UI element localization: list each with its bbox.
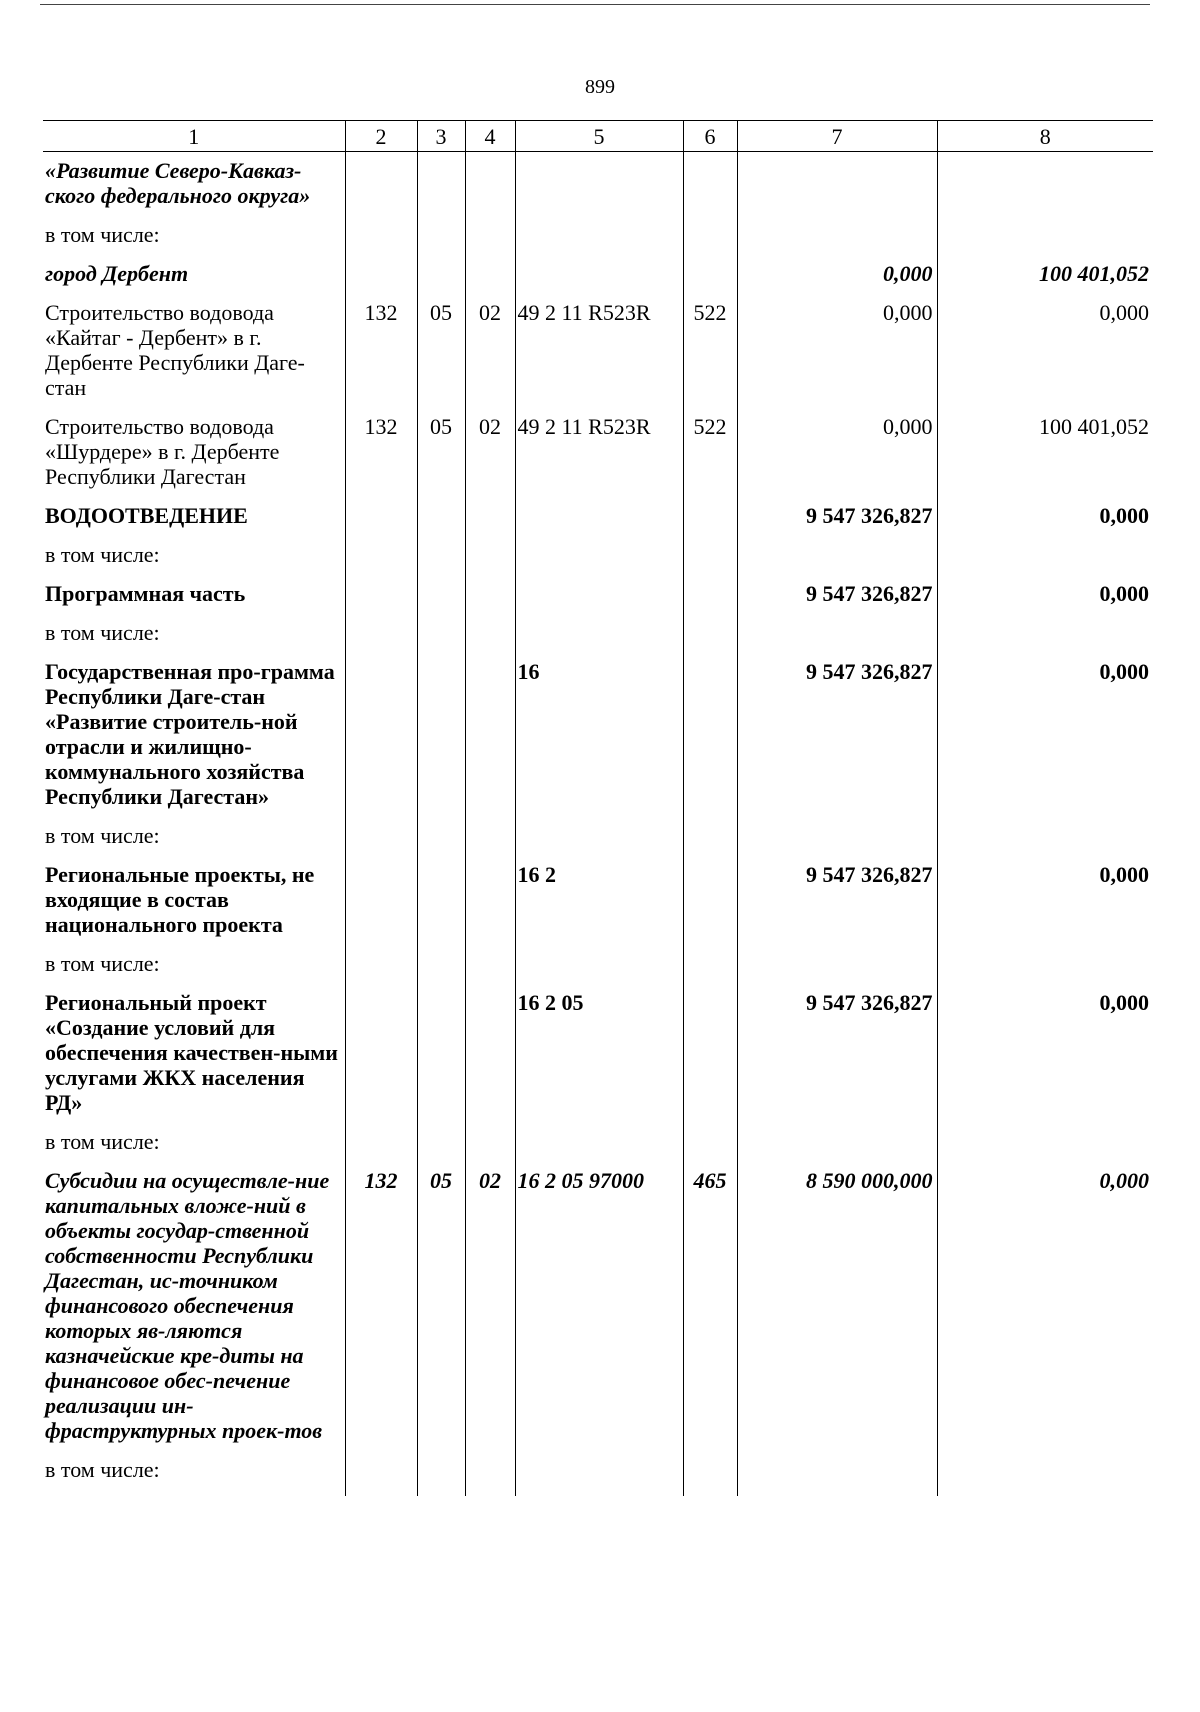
table-row (43, 536, 1153, 575)
subsection-code-cell (465, 497, 515, 536)
expense-type-cell (683, 614, 737, 653)
target-article-cell: 16 (515, 653, 683, 817)
row-name-cell: Государственная про-грамма Республики Даге-стан «Развитие строитель-ной отрасли и жилищно-коммунального хозяйства Республики Дагестан» (43, 653, 345, 817)
expense-type-cell (683, 653, 737, 817)
section-code-cell (417, 984, 465, 1123)
target-article-cell: 49 2 11 R523R (515, 294, 683, 408)
amount-col8-cell (937, 817, 1153, 856)
expense-type-cell (683, 536, 737, 575)
column-header-1: 1 (43, 121, 345, 152)
section-code-cell (417, 255, 465, 294)
amount-col7-cell (737, 1451, 937, 1496)
target-article-cell: 16 2 05 97000 (515, 1162, 683, 1451)
ministry-code-cell (345, 984, 417, 1123)
target-article-cell (515, 614, 683, 653)
target-article-cell: 16 2 (515, 856, 683, 945)
target-article-cell (515, 536, 683, 575)
ministry-code-cell (345, 216, 417, 255)
amount-col8-cell: 0,000 (937, 653, 1153, 817)
budget-table (43, 120, 1153, 1496)
table-row (43, 294, 1153, 408)
ministry-code-cell (345, 653, 417, 817)
expense-type-cell (683, 856, 737, 945)
amount-col7-cell: 9 547 326,827 (737, 856, 937, 945)
row-name-cell: в том числе: (43, 536, 345, 575)
amount-col7-cell: 0,000 (737, 294, 937, 408)
amount-col8-cell: 0,000 (937, 497, 1153, 536)
table-row (43, 575, 1153, 614)
expense-type-cell: 522 (683, 294, 737, 408)
amount-col7-cell (737, 614, 937, 653)
amount-col7-cell (737, 1123, 937, 1162)
section-code-cell (417, 497, 465, 536)
table-body (43, 152, 1153, 1497)
expense-type-cell (683, 1451, 737, 1496)
subsection-code-cell (465, 817, 515, 856)
target-article-cell: 49 2 11 R523R (515, 408, 683, 497)
row-name-cell: в том числе: (43, 1451, 345, 1496)
section-code-cell: 05 (417, 408, 465, 497)
amount-col7-cell (737, 536, 937, 575)
target-article-cell (515, 945, 683, 984)
ministry-code-cell (345, 1451, 417, 1496)
ministry-code-cell (345, 856, 417, 945)
header-row (43, 121, 1153, 152)
ministry-code-cell (345, 575, 417, 614)
table-row (43, 945, 1153, 984)
scan-top-edge-line (40, 4, 1150, 5)
subsection-code-cell (465, 653, 515, 817)
row-name-cell: ВОДООТВЕДЕНИЕ (43, 497, 345, 536)
subsection-code-cell (465, 152, 515, 217)
ministry-code-cell (345, 255, 417, 294)
target-article-cell (515, 817, 683, 856)
section-code-cell (417, 945, 465, 984)
section-code-cell (417, 614, 465, 653)
amount-col8-cell: 0,000 (937, 856, 1153, 945)
row-name-cell: «Развитие Северо-Кавказ-ского федерального округа» (43, 152, 345, 217)
subsection-code-cell (465, 1451, 515, 1496)
section-code-cell (417, 817, 465, 856)
ministry-code-cell (345, 497, 417, 536)
table-row (43, 653, 1153, 817)
target-article-cell (515, 575, 683, 614)
ministry-code-cell (345, 614, 417, 653)
amount-col7-cell (737, 817, 937, 856)
amount-col8-cell: 100 401,052 (937, 408, 1153, 497)
expense-type-cell (683, 945, 737, 984)
subsection-code-cell (465, 255, 515, 294)
expense-type-cell (683, 216, 737, 255)
expense-type-cell (683, 575, 737, 614)
expense-type-cell: 522 (683, 408, 737, 497)
target-article-cell (515, 497, 683, 536)
subsection-code-cell (465, 216, 515, 255)
subsection-code-cell (465, 1123, 515, 1162)
page-number: 899 (585, 76, 615, 98)
target-article-cell: 16 2 05 (515, 984, 683, 1123)
row-name-cell: в том числе: (43, 614, 345, 653)
table-row (43, 152, 1153, 217)
subsection-code-cell: 02 (465, 408, 515, 497)
ministry-code-cell (345, 1123, 417, 1162)
amount-col7-cell: 8 590 000,000 (737, 1162, 937, 1451)
column-header-6: 6 (683, 121, 737, 152)
amount-col7-cell (737, 152, 937, 217)
amount-col7-cell (737, 216, 937, 255)
target-article-cell (515, 1451, 683, 1496)
amount-col8-cell: 100 401,052 (937, 255, 1153, 294)
target-article-cell (515, 1123, 683, 1162)
expense-type-cell (683, 255, 737, 294)
expense-type-cell (683, 984, 737, 1123)
amount-col8-cell (937, 152, 1153, 217)
expense-type-cell (683, 497, 737, 536)
column-header-5: 5 (515, 121, 683, 152)
column-header-4: 4 (465, 121, 515, 152)
subsection-code-cell (465, 856, 515, 945)
amount-col8-cell (937, 536, 1153, 575)
amount-col8-cell: 0,000 (937, 575, 1153, 614)
section-code-cell (417, 152, 465, 217)
table-row (43, 216, 1153, 255)
target-article-cell (515, 216, 683, 255)
table-row (43, 1123, 1153, 1162)
section-code-cell (417, 856, 465, 945)
amount-col8-cell (937, 945, 1153, 984)
section-code-cell: 05 (417, 1162, 465, 1451)
table-row (43, 856, 1153, 945)
row-name-cell: в том числе: (43, 945, 345, 984)
subsection-code-cell (465, 614, 515, 653)
section-code-cell (417, 653, 465, 817)
table-row (43, 1162, 1153, 1451)
section-code-cell (417, 1451, 465, 1496)
expense-type-cell (683, 1123, 737, 1162)
expense-type-cell: 465 (683, 1162, 737, 1451)
column-header-2: 2 (345, 121, 417, 152)
table-row (43, 614, 1153, 653)
table-row (43, 255, 1153, 294)
row-name-cell: город Дербент (43, 255, 345, 294)
row-name-cell: Региональный проект «Создание условий для обеспечения качествен-ными услугами ЖКХ населения РД» (43, 984, 345, 1123)
section-code-cell (417, 216, 465, 255)
subsection-code-cell: 02 (465, 294, 515, 408)
amount-col7-cell: 9 547 326,827 (737, 653, 937, 817)
ministry-code-cell: 132 (345, 294, 417, 408)
subsection-code-cell (465, 945, 515, 984)
table-row (43, 984, 1153, 1123)
amount-col7-cell (737, 945, 937, 984)
amount-col7-cell: 9 547 326,827 (737, 575, 937, 614)
row-name-cell: в том числе: (43, 216, 345, 255)
row-name-cell: Программная часть (43, 575, 345, 614)
amount-col7-cell: 0,000 (737, 255, 937, 294)
subsection-code-cell (465, 536, 515, 575)
amount-col8-cell (937, 1123, 1153, 1162)
row-name-cell: в том числе: (43, 1123, 345, 1162)
ministry-code-cell (345, 536, 417, 575)
amount-col7-cell: 9 547 326,827 (737, 984, 937, 1123)
amount-col8-cell (937, 614, 1153, 653)
section-code-cell (417, 536, 465, 575)
row-name-cell: Субсидии на осуществле-ние капитальных вложе-ний в объекты государ-ственной собственности Республики Дагестан, ис-точником финансового обеспечения которых яв-ляются казначейские кре-диты на финансовое обес-печение реализации ин-фраструктурных проек-тов (43, 1162, 345, 1451)
amount-col8-cell (937, 216, 1153, 255)
table-row (43, 817, 1153, 856)
subsection-code-cell (465, 984, 515, 1123)
column-header-8: 8 (937, 121, 1153, 152)
column-header-3: 3 (417, 121, 465, 152)
table-row (43, 1451, 1153, 1496)
amount-col8-cell: 0,000 (937, 1162, 1153, 1451)
amount-col8-cell: 0,000 (937, 984, 1153, 1123)
row-name-cell: Строительство водовода «Шурдере» в г. Дербенте Республики Дагестан (43, 408, 345, 497)
amount-col7-cell: 9 547 326,827 (737, 497, 937, 536)
table-row (43, 497, 1153, 536)
ministry-code-cell: 132 (345, 1162, 417, 1451)
row-name-cell: в том числе: (43, 817, 345, 856)
row-name-cell: Региональные проекты, не входящие в состав национального проекта (43, 856, 345, 945)
column-header-7: 7 (737, 121, 937, 152)
table-row (43, 408, 1153, 497)
expense-type-cell (683, 152, 737, 217)
ministry-code-cell (345, 817, 417, 856)
ministry-code-cell (345, 152, 417, 217)
amount-col7-cell: 0,000 (737, 408, 937, 497)
row-name-cell: Строительство водовода «Кайтаг - Дербент» в г. Дербенте Республики Даге-стан (43, 294, 345, 408)
amount-col8-cell (937, 1451, 1153, 1496)
target-article-cell (515, 255, 683, 294)
section-code-cell (417, 575, 465, 614)
amount-col8-cell: 0,000 (937, 294, 1153, 408)
ministry-code-cell: 132 (345, 408, 417, 497)
subsection-code-cell: 02 (465, 1162, 515, 1451)
target-article-cell (515, 152, 683, 217)
ministry-code-cell (345, 945, 417, 984)
section-code-cell (417, 1123, 465, 1162)
expense-type-cell (683, 817, 737, 856)
subsection-code-cell (465, 575, 515, 614)
section-code-cell: 05 (417, 294, 465, 408)
